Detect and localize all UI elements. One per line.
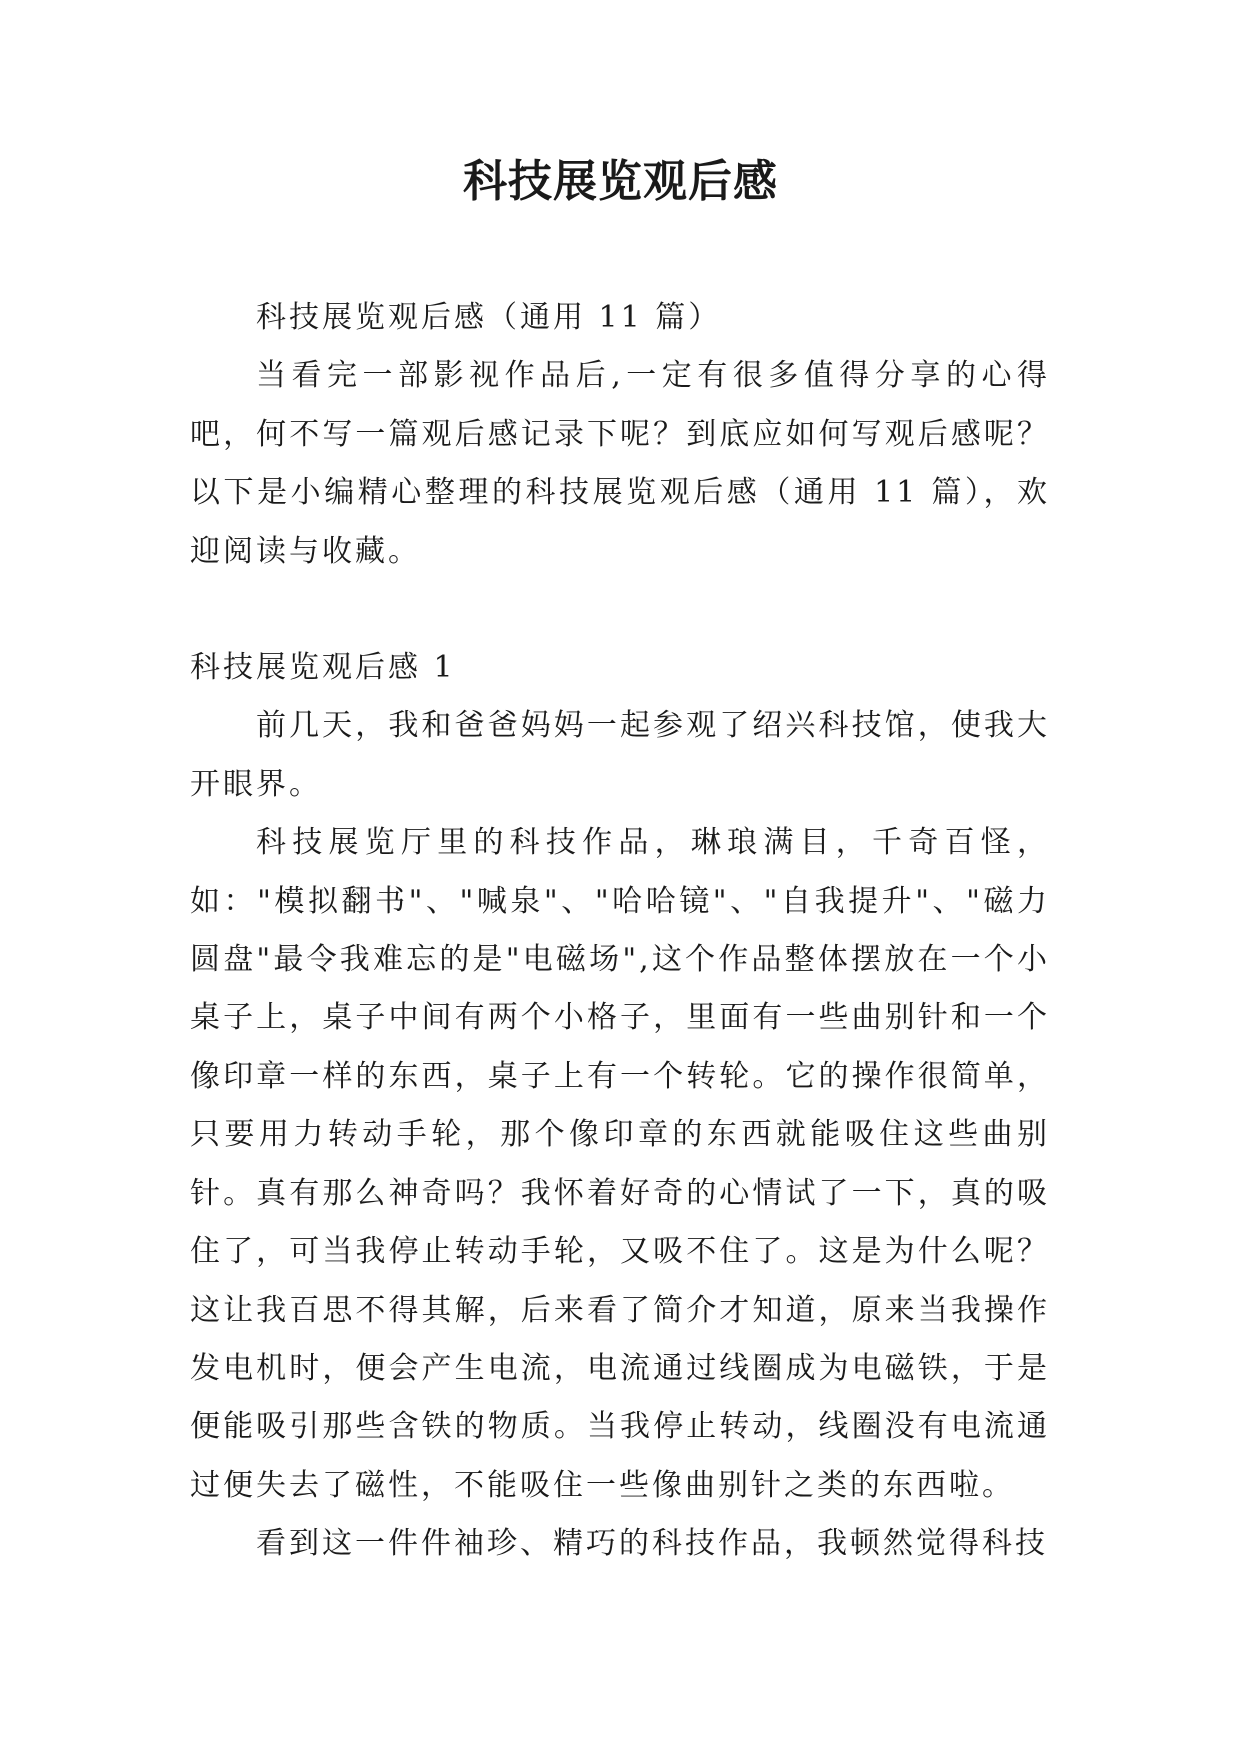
section-paragraph: 科技展览厅里的科技作品，琳琅满目，千奇百怪，如："模拟翻书"、"喊泉"、"哈哈镜"、"自我提升"、"磁力圆盘"最令我难忘的是"电磁场",这个作品整体摆放在一个小桌子上，桌子中间有两个小格子，里面有一些曲别针和一个像印章一样的东西，桌子上有一个转轮。它的操作很简单，只要用力转动手轮，那个像印章的东西就能吸住这些曲别针。真有那么神奇吗？我怀着好奇的心情试了一下，真的吸住了，可当我停止转动手轮，又吸不住了。这是为什么呢？这让我百思不得其解，后来看了简介才知道，原来当我操作发电机时，便会产生电流，电流通过线圈成为电磁铁，于是便能吸引那些含铁的物质。当我停止转动，线圈没有电流通过便失去了磁性，不能吸住一些像曲别针之类的东西啦。	[190, 825, 1050, 1503]
document-title: 科技展览观后感	[463, 156, 778, 207]
section-heading: 科技展览观后感 1	[190, 650, 456, 686]
document-body	[190, 289, 1050, 1574]
subtitle-paragraph: 科技展览观后感（通用 11 篇）	[256, 300, 722, 335]
intro-paragraph: 当看完一部影视作品后,一定有很多值得分享的心得吧，何不写一篇观后感记录下呢？到底应如何写观后感呢？以下是小编精心整理的科技展览观后感（通用 11 篇），欢迎阅读与收藏。	[190, 358, 1050, 569]
section-paragraph: 前几天，我和爸爸妈妈一起参观了绍兴科技馆，使我大开眼界。	[190, 708, 1050, 802]
section-paragraph: 看到这一件件袖珍、精巧的科技作品，我顿然觉得科技	[256, 1526, 1048, 1562]
